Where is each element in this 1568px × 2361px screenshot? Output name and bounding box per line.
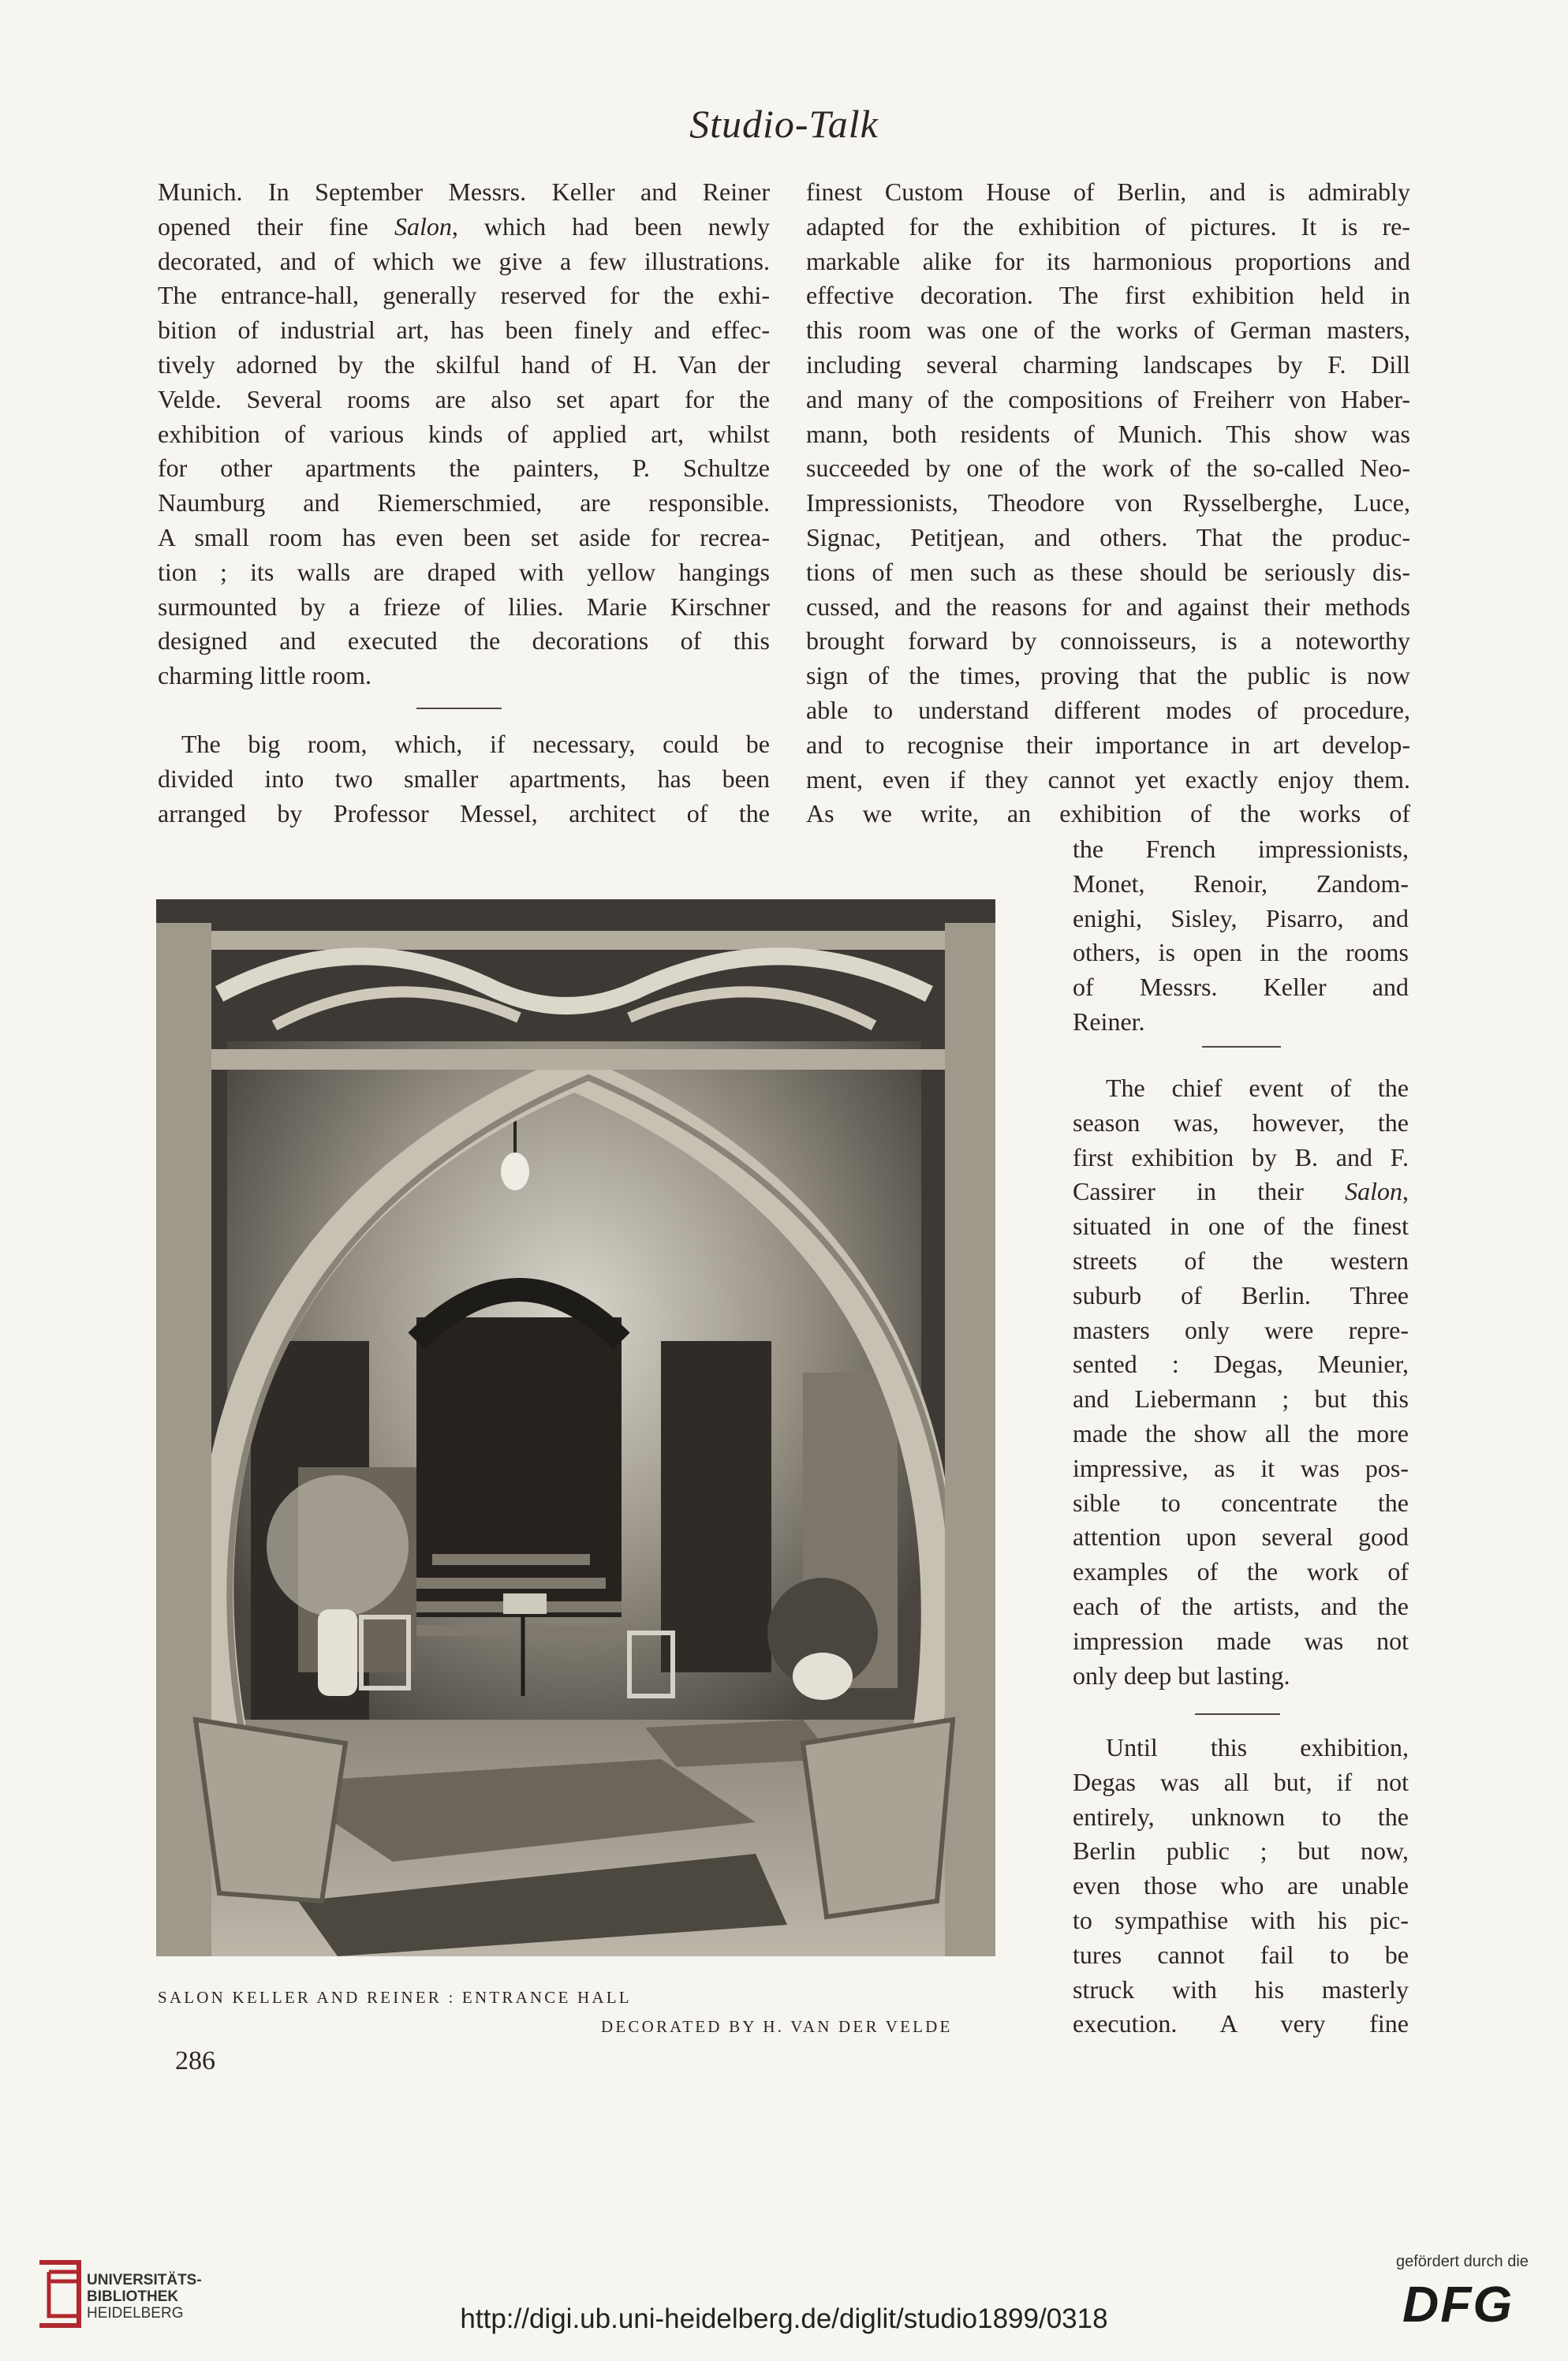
section-divider: [416, 708, 502, 709]
text-line: streets of the western: [1073, 1246, 1409, 1275]
text-line: decorated, and of which we give a few illustrations.: [158, 246, 770, 275]
running-title: Studio-Talk: [689, 102, 879, 146]
text-line: The big room, which, if necessary, could be: [181, 730, 770, 758]
text-line: Until this exhibition,: [1106, 1733, 1409, 1761]
text-line: first exhibition by B. and F.: [1073, 1142, 1409, 1171]
text-line: including several charming landscapes by F. Dill: [806, 349, 1410, 379]
text-line: only deep but lasting.: [1073, 1661, 1290, 1690]
text-line: tures cannot fail to be: [1073, 1940, 1409, 1969]
page-number: 286: [175, 2046, 215, 2075]
text-line: situated in one of the finest: [1073, 1212, 1409, 1241]
text-line: and to recognise their importance in art develop-: [806, 730, 1410, 759]
text-line: Cassirer in their Salon,: [1073, 1177, 1409, 1206]
text-line: tions of men such as these should be seriously dis-: [806, 557, 1410, 586]
text-line: surmounted by a frieze of lilies. Marie Kirschner: [158, 592, 770, 621]
text-line: exhibition of various kinds of applied art, whilst: [158, 419, 770, 448]
text-line: examples of the work of: [1073, 1557, 1409, 1586]
text-line: mann, both residents of Munich. This show was: [806, 419, 1410, 448]
section-divider: [1202, 1046, 1281, 1048]
entrance-hall-photograph: [156, 899, 995, 1956]
funding-note: gefördert durch die: [1396, 2253, 1529, 2270]
text-line: able to understand different modes of procedure,: [806, 695, 1410, 724]
text-line: brought forward by connoisseurs, is a noteworthy: [806, 626, 1410, 656]
text-line: enighi, Sisley, Pisarro, and: [1073, 903, 1409, 932]
left-column: [158, 175, 770, 693]
right-column: [806, 175, 1410, 831]
photograph-drawing: [156, 899, 995, 1956]
italic-word: Salon: [394, 211, 452, 241]
text-line: effective decoration. The first exhibition held in: [806, 281, 1410, 310]
text-line: Monet, Renoir, Zandom-: [1073, 869, 1409, 898]
figure-caption-line-2: DECORATED BY H. VAN DER VELDE: [601, 2017, 953, 2036]
text-line: Reiner.: [1073, 1007, 1145, 1036]
text-line: As we write, an exhibition of the works of: [806, 799, 1410, 828]
narrow-column-1: [1073, 832, 1409, 1040]
text-line: struck with his masterly: [1073, 1974, 1409, 2004]
text-line: bition of industrial art, has been finely and effec-: [158, 316, 770, 345]
text-line: finest Custom House of Berlin, and is admirably: [806, 177, 1410, 206]
text-line: adapted for the exhibition of pictures. It is re-: [806, 211, 1410, 241]
text-line: Velde. Several rooms are also set apart for the: [158, 384, 770, 413]
text-line: sign of the times, proving that the public is now: [806, 661, 1410, 690]
library-name-line: BIBLIOTHEK: [87, 2288, 179, 2305]
text-line: tion ; its walls are draped with yellow hangings: [158, 557, 770, 586]
text-line: A small room has even been set aside for recrea-: [158, 522, 770, 551]
narrow-column-2: [1073, 1071, 1409, 1693]
text-line: made the show all the more: [1073, 1418, 1409, 1448]
text-line: succeeded by one of the work of the so-called Neo-: [806, 454, 1410, 483]
text-line: masters only were repre-: [1073, 1315, 1409, 1344]
italic-word: Salon: [1345, 1177, 1402, 1206]
text-line: for other apartments the painters, P. Schultze: [158, 454, 770, 483]
section-divider: [1195, 1713, 1280, 1715]
library-name-line: UNIVERSITÄTS-: [87, 2272, 202, 2288]
text-line: even those who are unable: [1073, 1871, 1409, 1900]
text-line: divided into two smaller apartments, has been: [158, 764, 770, 793]
text-line: arranged by Professor Messel, architect of the: [158, 798, 770, 827]
text-line: to sympathise with his pic-: [1073, 1905, 1409, 1934]
figure-caption-line-1: SALON KELLER AND REINER : ENTRANCE HALL: [158, 1988, 632, 2007]
text-line: of Messrs. Keller and: [1073, 973, 1409, 1002]
text-line: markable alike for its harmonious proportions and: [806, 246, 1410, 275]
text-line: and many of the compositions of Freiherr von Haber-: [806, 384, 1410, 413]
text-line: Degas was all but, if not: [1073, 1767, 1409, 1796]
text-line: execution. A very fine: [1073, 2009, 1409, 2038]
text-line: each of the artists, and the: [1073, 1591, 1409, 1620]
digital-library-link[interactable]: http://digi.ub.uni-heidelberg.de/diglit/studio1899/0318: [460, 2303, 1108, 2334]
text-line: others, is open in the rooms: [1073, 938, 1409, 967]
text-line: designed and executed the decorations of this: [158, 626, 770, 656]
text-line: sible to concentrate the: [1073, 1488, 1409, 1517]
text-line: Naumburg and Riemerschmied, are responsible.: [158, 488, 770, 517]
text-line: season was, however, the: [1073, 1108, 1409, 1137]
narrow-column-3: [1073, 1731, 1409, 2042]
text-line: sented : Degas, Meunier,: [1073, 1350, 1409, 1379]
text-line: Munich. In September Messrs. Keller and Reiner: [158, 177, 770, 206]
text-line: this room was one of the works of German masters,: [806, 316, 1410, 345]
text-line: suburb of Berlin. Three: [1073, 1280, 1409, 1309]
text-line: Impressionists, Theodore von Rysselberghe, Luce,: [806, 488, 1410, 517]
text-line: impression made was not: [1073, 1626, 1409, 1655]
library-name-line: HEIDELBERG: [87, 2305, 184, 2322]
text-line: impressive, as it was pos-: [1073, 1453, 1409, 1482]
text-line: tively adorned by the skilful hand of H. Van der: [158, 349, 770, 379]
text-line: The entrance-hall, generally reserved for the exhi-: [158, 281, 770, 310]
text-line: charming little room.: [158, 661, 372, 690]
text-line: entirely, unknown to the: [1073, 1802, 1409, 1831]
text-line: ment, even if they cannot yet exactly enjoy them.: [806, 764, 1410, 794]
left-column-paragraph-2: [158, 727, 770, 831]
text-line: Signac, Petitjean, and others. That the produc-: [806, 522, 1410, 551]
dfg-logo: DFG: [1402, 2276, 1514, 2333]
text-line: attention upon several good: [1073, 1522, 1409, 1552]
text-line: Berlin public ; but now,: [1073, 1836, 1409, 1866]
text-line: the French impressionists,: [1073, 835, 1409, 863]
text-line: cussed, and the reasons for and against their methods: [806, 592, 1410, 621]
text-line: opened their fine Salon, which had been newly: [158, 211, 771, 241]
text-line: and Liebermann ; but this: [1073, 1384, 1409, 1414]
text-line: The chief event of the: [1106, 1074, 1409, 1102]
